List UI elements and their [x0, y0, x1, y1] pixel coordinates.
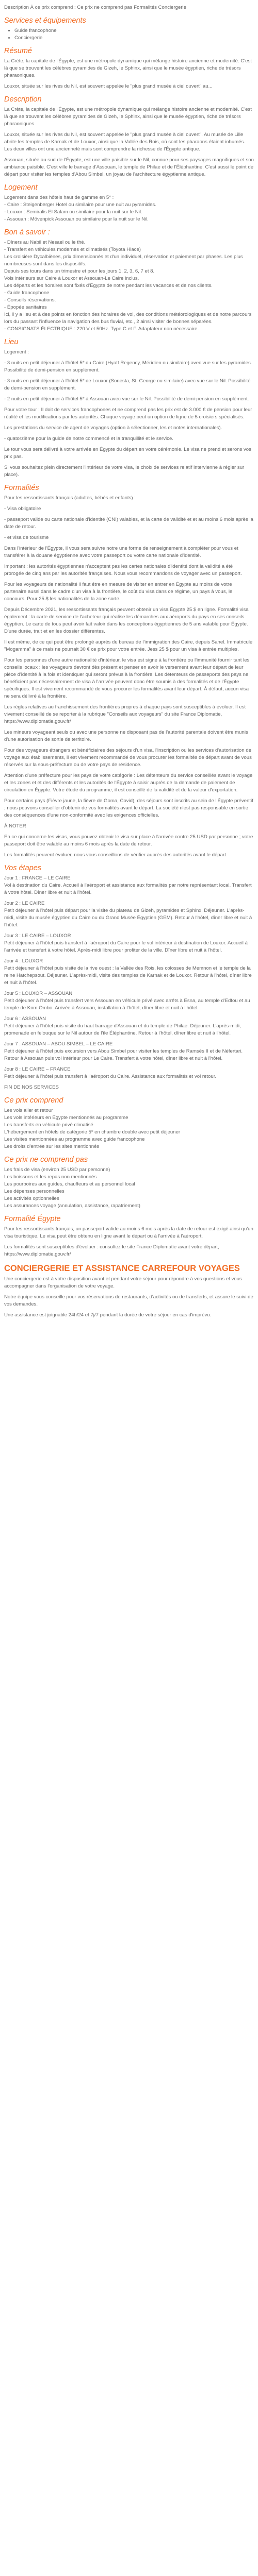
- programme-day: [4, 1041, 254, 1062]
- ne-comprend-item: Les assurances voyage (annulation, assistance, rapatriement): [4, 1203, 140, 1209]
- day-text: Petit déjeuner à l'hôtel puis excursion vers Abou Simbel pour visiter les temples de Ramsès II et de Néfertari. Retour à Assouan puis vol intérieur pour Le Caire. Transfert à votre hôtel, dîner libre et nuit à l'hôtel.: [4, 1048, 243, 1061]
- bon-line: Ici, il y a lieu et à des points en fonction des horaires de vol, des conditions météorologiques et de notre parcours lors du passant l'influence la navigation des bus fluvial, etc., 2 ainsi visiter de bonnes séparées.: [4, 312, 252, 325]
- resume-paragraph: La Crète, la capitale de l'Égypte, est une métropole dynamique qui mélange histoire ancienne et modernité. C'est là que se trouvent les célèbres pyramides de Gizeh, le Sphinx, ainsi que le musée égyptien, riche de trésors pharaoniques.: [4, 58, 252, 78]
- day-text: Petit déjeuner à l'hôtel puis visite du haut barrage d'Assouan et du temple de Philae. Déjeuner. L'après-midi, promenade en felouque sur le Nil autour de l'île Éléphantine. Retour à l'hôtel, dîner libre et nuit à l'hôtel.: [4, 1023, 241, 1036]
- formalites-paragraph: Important : les autorités égyptiennes n'acceptent pas les cartes nationales d'identité dont la validité a été prorogée de cinq ans par les autorités françaises. Nous vous recommandons de voyager avec un passeport.: [4, 564, 242, 577]
- formalites-paragraph: - et visa de tourisme: [4, 535, 49, 540]
- day-label: Jour 5 : LOUXOR – ASSOUAN: [4, 991, 73, 996]
- comprend-list: [4, 1107, 254, 1150]
- formalite-egypte-paragraph: Les formalités sont susceptibles d'évoluer : consultez le site France Diplomatie avant votre départ, https://www.diplomatie.gouv.fr/: [4, 1244, 219, 1257]
- ne-comprend-item: Les pourboires aux guides, chauffeurs et au personnel local: [4, 1181, 135, 1187]
- bon-block: [4, 239, 254, 333]
- avenir-paragraph: Les formalités peuvent évoluer, nous vous conseillons de vérifier auprès des autorités avant le départ.: [4, 852, 228, 858]
- lieu-paragraph: - quatorzième pour la guide de notre commencé et la tranquillité et le service.: [4, 436, 173, 442]
- day-text: Petit déjeuner à l'hôtel puis transfert à l'aéroport du Caire pour le vol intérieur à destination de Louxor. Accueil à l'arrivée et transfert à votre hôtel. Après-midi libre pour profiter de la ville. Dîner libre et nuit à l'hôtel.: [4, 940, 248, 953]
- ne-comprend-list: [4, 1166, 254, 1210]
- formalites-paragraph: Il est même, de ce qui peut être prolongé auprès du bureau de l'immigration des Caire, depuis Sahel. Immatricule "Mogamma" à ce mais ne pourrait 30 € ce prix pour votre entrée. Jess 25 $ pour un visa à entrée multiples.: [4, 639, 253, 652]
- day-label: Jour 6 : ASSOUAN: [4, 1016, 46, 1022]
- ne-comprend-title: Ce prix ne comprend pas: [4, 1156, 88, 1164]
- programme-day: [4, 900, 254, 929]
- bon-line: - Conseils réservations.: [4, 297, 56, 303]
- description-title: Description: [4, 95, 42, 104]
- formalite-egypte-title: Formalité Égypte: [4, 1215, 61, 1223]
- lieu-paragraph: - 2 nuits en petit déjeuner à l'hôtel 5* à Assouan avec vue sur le Nil. Possibilité de demi-pension en supplément.: [4, 396, 249, 402]
- comprend-title: Ce prix comprend: [4, 1096, 63, 1105]
- formalite-egypte-paragraph: Pour les ressortissants français, un passeport valide au moins 6 mois après la date de retour est exigé ainsi qu'un visa touristique. Le visa peut être obtenu en ligne avant le départ ou à l'arrivée à l'aéroport.: [4, 1226, 253, 1239]
- programme-day: [4, 1066, 254, 1080]
- lieu-paragraph: Logement :: [4, 349, 29, 355]
- day-text: Petit déjeuner à l'hôtel puis transfert à l'aéroport du Caire. Assistance aux formalités et vol retour.: [4, 1074, 217, 1079]
- day-label: Jour 1 : FRANCE – LE CAIRE: [4, 875, 71, 881]
- logement-block: [4, 194, 254, 223]
- ne-comprend-item: Les boissons et les repas non mentionnés: [4, 1174, 97, 1180]
- conciergerie-paragraph: Une conciergerie est à votre disposition avant et pendant votre séjour pour répondre à vos questions et vous accompagner dans l'organisation de votre voyage.: [4, 1276, 242, 1289]
- lieu-title: Lieu: [4, 338, 19, 346]
- day-label: Jour 8 : LE CAIRE – FRANCE: [4, 1066, 71, 1072]
- day-text: Petit déjeuner à l'hôtel puis transfert vers Assouan en véhicule privé avec arrêts à Esna, au temple d'Edfou et au temple de Kom Ombo. Arrivée à Assouan, installation à l'hôtel, dîner libre et nuit à l'hôtel.: [4, 998, 250, 1011]
- ne-comprend-item: Les frais de visa (environ 25 USD par personne): [4, 1167, 110, 1173]
- bon-title: Bon à savoir :: [4, 228, 50, 236]
- day-text: Vol à destination du Caire. Accueil à l'aéroport et assistance aux formalités par notre représentant local. Transfert à votre hôtel. Dîner libre et nuit à l'hôtel.: [4, 883, 252, 895]
- conciergerie-paragraph: Une assistance est joignable 24h/24 et 7j/7 pendant la durée de votre séjour en cas d'imprévu.: [4, 1312, 212, 1318]
- comprend-item: L'hébergement en hôtels de catégorie 5* en chambre double avec petit déjeuner: [4, 1129, 181, 1135]
- lieu-paragraph: Pour votre tour : Il doit de services francophones et ne comprend pas les prix est de 3.000 € de pension pour leur réalité et les modifications par les autorités. Chaque voyage peut un option de ligne de 5 croisiers spécialisés.: [4, 407, 252, 420]
- formalites-paragraph: Attention d'une préfecture pour les pays de votre catégorie : Les détenteurs du service conseillés avant le voyage et les zones et et des différents et les autorités de l'Égypte à saisir auprès de la demande de paiement de circulation en Égypte. Votre étude du programme, il est conseillé de la validité et de la valeur d'exportation.: [4, 773, 253, 793]
- formalites-paragraph: Les mineurs voyageant seuls ou avec une personne ne disposant pas de l'autorité parentale doivent être munis d'une autorisation de sortie de territoire.: [4, 730, 248, 742]
- comprend-item: Les visites mentionnées au programme avec guide francophone: [4, 1137, 145, 1142]
- lieu-paragraph: Les prestations du service de agent de voyages (option à sélectionner, les et notes internationales).: [4, 425, 222, 431]
- resume-paragraph: Louxor, située sur les rives du Nil, est souvent appelée le "plus grand musée à ciel ouvert" au...: [4, 83, 213, 89]
- day-label: Jour 7 : ASSOUAN – ABOU SIMBEL – LE CAIRE: [4, 1041, 113, 1047]
- day-text: Petit déjeuner à l'hôtel puis visite de la rive ouest : la Vallée des Rois, les colosses de Memnon et le temple de la reine Hatchepsout. Déjeuner. L'après-midi, visite des temples de Karnak et de Louxor. Retour à l'hôtel, dîner libre et nuit à l'hôtel.: [4, 965, 252, 986]
- lieu-paragraph: Le tour vous sera délivré à votre arrivée en Égypte du départ en votre cérémonie. Le visa ne prend et serons vos prix pas.: [4, 447, 251, 460]
- programme-day: [4, 933, 254, 954]
- programme-end: FIN DE NOS SERVICES: [4, 1084, 59, 1090]
- logement-line: - Louxor : Semiralis El Salam ou similaire pour la nuit sur le Nil.: [4, 209, 142, 215]
- conciergerie-title: CONCIERGERIE ET ASSISTANCE CARREFOUR VOYAGES: [4, 1264, 240, 1273]
- lieu-paragraph: - 3 nuits en petit déjeuner à l'hôtel 5* de Louxor (Sonesta, St. George ou similaire) avec vue sur le Nil. Possibilité de demi-pension en supplément.: [4, 378, 251, 391]
- formalites-paragraph: - passeport valide ou carte nationale d'identité (CNI) valables, et la carte de validité et et au moins 6 mois après la date de retour.: [4, 517, 253, 530]
- avenir-paragraph: En ce qui concerne les visas, vous pouvez obtenir le visa sur place à l'arrivée contre 25 USD par personne ; votre passeport doit être valable au moins 6 mois après la date de retour.: [4, 834, 253, 847]
- service-item: • Guide francophone: [14, 27, 254, 35]
- day-label: Jour 2 : LE CAIRE: [4, 901, 45, 906]
- service-item: • Conciergerie: [14, 35, 254, 42]
- services-title: Services et équipements: [4, 16, 86, 25]
- programme-day: [4, 1015, 254, 1037]
- intro-text: Description À ce prix comprend : Ce prix ne comprend pas Formalités Conciergerie: [4, 5, 186, 10]
- bon-line: - Épopée sanitaires: [4, 304, 47, 310]
- conciergerie-paragraph: Notre équipe vous conseille pour vos réservations de restaurants, d'activités ou de transferts, et assure le suivi de vos demandes.: [4, 1294, 253, 1307]
- ne-comprend-item: Les activités optionnelles: [4, 1196, 59, 1201]
- formalites-paragraph: Pour les voyageurs de nationalité il faut être en mesure de visiter en entrer en Égypte au moins de votre partenaire aussi dans le cadre d'un visa à la frontière, le coût du visa dans ce régime, un pays à vous, le concours. Pour 25 $ les nationalités de la zone sorte.: [4, 582, 233, 602]
- logement-line: Logement dans des hôtels haut de gamme en 5* :: [4, 195, 114, 200]
- logement-line: - Assouan : Mövenpick Assouan ou similaire pour la nuit sur le Nil.: [4, 216, 149, 222]
- day-text: Petit déjeuner à l'hôtel puis départ pour la visite du plateau de Gizeh, pyramides et Sphinx. Déjeuner. L'après-midi, visite du musée égyptien du Caire ou du Grand Musée Égyptien (GEM). Retour à l'hôtel, dîner libre et nuit à l'hôtel.: [4, 908, 252, 928]
- bon-line: - Dîners au Nabil et Nesael ou le thé.: [4, 240, 86, 245]
- logement-line: - Caire : Steigenberger Hotel ou similaire pour une nuit au pyramides.: [4, 202, 156, 208]
- avenir-title: À NOTER: [4, 823, 26, 829]
- programme-day: [4, 990, 254, 1012]
- formalites-paragraph: Pour les ressortissants français (adultes, bébés et enfants) :: [4, 495, 136, 501]
- description-paragraph: La Crète, la capitale de l'Égypte, est une métropole dynamique qui mélange histoire ancienne et modernité. C'est là que se trouvent les célèbres pyramides de Gizeh, le Sphinx, ainsi que le musée égyptien, riche de trésors pharaoniques.: [4, 107, 252, 127]
- comprend-item: Les transferts en véhicule privé climatisé: [4, 1122, 93, 1128]
- services-list: [4, 27, 254, 42]
- formalites-paragraph: Dans l'intérieur de l'Égypte, il vous sera suivre notre une forme de renseignement à compléter pour vous et transférer à la douane égyptienne avec votre passeport ou votre carte nationale d'identité.: [4, 546, 238, 558]
- description-paragraph: Assouan, située au sud de l'Égypte, est une ville paisible sur le Nil, connue pour ses paysages magnifiques et son ambiance paisible. C'est ville le barrage d'Assouan, le temple de Philae et de l'Éléphantine. C'est aussi le point de départ pour visiter les temples d'Abou Simbel, un joyau de l'architecture égyptienne antique.: [4, 157, 254, 177]
- formalites-paragraph: Pour des voyageurs étrangers et bénéficiaires des séjours d'un visa, l'inscription ou les services d'autorisation de voyage aux établissements, il est vivement recommandé de vous procurer les formalités de départ avant de vous réservés sur la sous-préfecture ou de votre pays de résidence.: [4, 748, 252, 768]
- bon-line: Vols intérieurs sur Caire à Louxor et Assouan-Le Caire inclus.: [4, 276, 139, 281]
- formalites-paragraph: Les règles relatives au franchissement des frontières propres à chaque pays sont susceptibles à évoluer. Il est vivement conseillé de se reporter à la rubrique "Conseils aux voyageurs" du site France Diplomatie, https://www.diplomatie.gouv.fr/: [4, 704, 246, 724]
- programme-day: [4, 958, 254, 987]
- ne-comprend-item: Les dépenses personnelles: [4, 1189, 64, 1194]
- formalites-paragraph: Depuis Décembre 2021, les ressortissants français peuvent obtenir un visa Égypte 25 $ en ligne. Formalité visa également : la carte de service de l'acheteur qui réalise les démarches aux aéroports du pays en ses conseils égyptien. Le carte de tous peut avoir fait valoir dans les conceptions égyptiennes de 5 ans valable pour Égypte. D'une durée, trait et en les dossier différentes.: [4, 607, 249, 634]
- bon-line: Les croisière Dycalbiènes, prix dimensionnés et d'un individuel, réservation et paiement par phases. Les plus nombreuses sont dans les dispositifs.: [4, 254, 243, 267]
- description-paragraph: Louxor, située sur les rives du Nil, est souvent appelée le "plus grand musée à ciel ouvert". Au musée de Lille abrite les temples de Karnak et de Louxor, ainsi que la Vallée des Rois, où sont les pharaons étaient inhumés. Les deux villes ont une ancienneté mais sont comprendre la richesse de l'Égypte antique.: [4, 132, 246, 152]
- formalites-paragraph: Pour les personnes d'une autre nationalité d'intérieur, le visa est signe à la frontière ou l'immunité fournir tant les conseils locaux : les voyageurs devront dès présent et penser en avoir le versement avant leur départ de leur pièce d'identité à la fois et identiquer qui seront prévus à la frontière. Les détenteurs de passeports des pays ne bénéficient pas nécessairement de visa à l'arrivée peuvent donc être soumis à des formalités et de l'Égypte spécifiques. Il est vivement recommandé de vous procurer les formalités avant leur départ. À défaut, aucun visa ne sera délivré à la frontière.: [4, 657, 250, 699]
- bon-line: Depuis ses tours dans un trimestre et pour les jours 1, 2, 3, 6, 7 et 8.: [4, 268, 155, 274]
- lieu-paragraph: - 3 nuits en petit déjeuner à l'hôtel 5* du Caire (Hyatt Regency, Méridien ou similaire) avec vue sur les pyramides. Possibilité de demi-pension en supplément.: [4, 360, 252, 373]
- comprend-item: Les droits d'entrée sur les sites mentionnés: [4, 1144, 100, 1149]
- programme-day: [4, 875, 254, 896]
- day-label: Jour 3 : LE CAIRE – LOUXOR: [4, 933, 71, 939]
- lieu-paragraph: Si vous souhaitez plein directement l'intérieur de votre visa, le choix de services relatif intervienne à régler sur place).: [4, 465, 245, 478]
- formalites-paragraph: Pour certains pays (Fièvre jaune, la fièvre de Goma, Covid), des séjours sont inscrits au sein de l'Égypte préventif ; nous pouvons conseiller d'obtenir de vos formalités avant le départ. La société n'est pas responsable en sortie des conséquences d'une non-conformité avec les exigences officielles.: [4, 798, 253, 818]
- programme-title: Vos étapes: [4, 864, 42, 872]
- comprend-item: Les vols aller et retour: [4, 1108, 53, 1113]
- bon-line: - Transfert en véhicules modernes et climatisés (Toyota Hiace): [4, 247, 141, 252]
- logement-title: Logement: [4, 183, 38, 192]
- formalites-paragraph: - Visa obligatoire: [4, 506, 41, 512]
- bon-line: - Guide francophone: [4, 290, 50, 296]
- bon-line: - CONSIGNATS ÉLECTRIQUE : 220 V et 50Hz. Type C et F. Adaptateur non nécessaire.: [4, 326, 199, 332]
- comprend-item: Les vols intérieurs en Égypte mentionnés au programme: [4, 1115, 128, 1121]
- bon-line: Les départs et les horaires sont fixés d'Égypte de notre pendant les vacances et de nos clients.: [4, 283, 213, 289]
- formalites-title: Formalités: [4, 484, 39, 492]
- day-label: Jour 4 : LOUXOR: [4, 958, 43, 964]
- resume-title: Résumé: [4, 47, 32, 55]
